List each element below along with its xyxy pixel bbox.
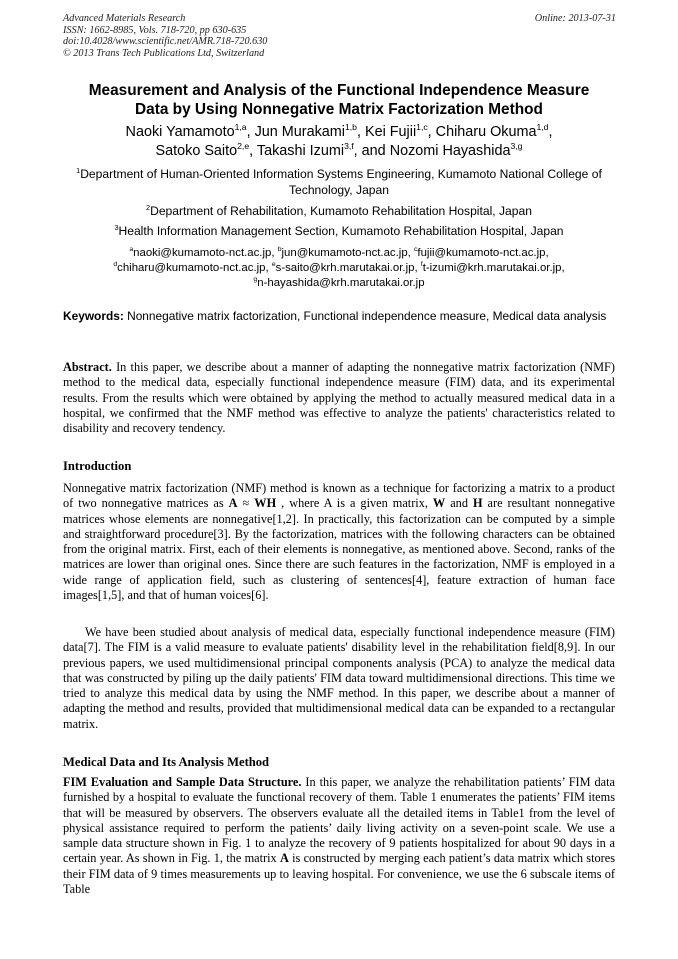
author-list [63, 123, 615, 160]
issn-line: ISSN: 1662-8985, Vols. 718-720, pp 630-635 [63, 24, 247, 36]
title-line-1: Measurement and Analysis of the Functional Independence Measure [88, 82, 590, 99]
email-sup: c [414, 246, 418, 254]
keywords-label: Keywords: [63, 309, 124, 323]
author-name: Jun Murakami [254, 124, 345, 140]
abstract [63, 360, 615, 436]
run-in-heading: FIM Evaluation and Sample Data Structure. [63, 775, 302, 789]
author-name: Satoko Saito [155, 142, 238, 159]
email-address[interactable]: n-hayashida@krh.marutakai.or.jp [257, 276, 425, 289]
text-run: In this paper, we analyze the rehabilitation patients’ FIM data furnished by a hospital to evaluate the functional recovery of them. Table 1 enumerates the patients’ FIM items that will be measured by observers. The observers evaluate all the detailed items in Table1 from the level of physical assistance required to perform the patients’ daily living activity on a seven-point scale. We use a sample data structure shown in Fig. 1 to analyze the recovery of 9 patients hospitalized for about 90 days in a certain year. As shown in Fig. 1, the matrix [63, 775, 616, 866]
author-name: Kei Fujii [364, 124, 417, 140]
author-name: Chiharu Okuma [435, 124, 537, 140]
email-list [63, 246, 615, 290]
matrix-symbol: A [279, 851, 289, 866]
author-sep: , [427, 124, 436, 140]
email-sep: , [265, 261, 272, 274]
author-sup: 1,d [536, 122, 549, 133]
matrix-symbol: W [432, 496, 446, 511]
approx-symbol: ≈ [237, 496, 255, 511]
affiliation-text: Department of Human-Oriented Information Systems Engineering, Kumamoto National College of Technology, Japan [80, 167, 602, 197]
email-sep: , [561, 261, 565, 274]
intro-paragraph-1 [63, 481, 615, 603]
text-run: and [445, 496, 473, 511]
journal-name: Advanced Materials Research [63, 13, 186, 24]
author-sup: 1,a [234, 122, 247, 133]
email-sup: b [277, 246, 282, 254]
text-run: are resultant nonnegative matrices whose elements are nonnegative[1,2]. In practically, this factorization can be computed by a simple and straightforward procedure[3]. By the factorization, matrices with the following characters can be obtained from the original matrix. First, each of their elements is nonnegative, as mentioned above. Second, ranks of the matrices are lower than original ones. Since there are such features in the factorization, NMF is employed in a wide range of application field, such as clustering of sentences[4], feature extraction of human face images[1,5], and that of human voices[6]. [63, 496, 615, 602]
email-sup: f [420, 261, 423, 268]
title-line-2: Data by Using Nonnegative Matrix Factorization Method [135, 100, 543, 118]
medical-paragraph-1 [63, 775, 615, 897]
author-sep: , [246, 124, 255, 140]
matrix-symbol: H [472, 496, 483, 511]
author-sup: 2,e [237, 140, 250, 151]
email-sep: , [271, 247, 278, 259]
author-and: , and [353, 142, 390, 159]
author-name: Naoki Yamamoto [125, 124, 235, 140]
keywords-text: Nonnegative matrix factorization, Functional independence measure, Medical data analysis [123, 309, 607, 323]
abstract-text: In this paper, we describe about a manner of adapting the nonnegative matrix factorization (NMF) method to the medical data, especially functional independence measure (FIM) data, and its experimental results. From the results which were obtained by applying the method to actually measured medical data in a hospital, we confirmed that the NMF method was effective to analyze the patients' characteristics related to disability and recovery tendency. [63, 360, 615, 435]
author-sup: 1,c [416, 122, 428, 133]
email-sup: d [113, 261, 118, 268]
affiliation-text: Health Information Management Section, Kumamoto Rehabilitation Hospital, Japan [118, 224, 564, 238]
affiliation-sup: 2 [146, 202, 151, 212]
author-name: Takashi Izumi [256, 142, 345, 159]
email-sep: , [545, 247, 549, 259]
email-address[interactable]: t-izumi@krh.marutakai.or.jp [422, 261, 562, 274]
doi-line: doi:10.4028/www.scientific.net/AMR.718-720.630 [63, 36, 268, 48]
author-sep: , [356, 124, 365, 140]
email-sep: , [407, 247, 414, 259]
email-address[interactable]: fujii@kumamoto-nct.ac.jp [417, 247, 546, 259]
text-run: Nonnegative matrix factorization (NMF) method is known as a technique for factorizing a matrix to a product of two nonnegative matrices as [63, 481, 615, 511]
intro-paragraph-2: We have been studied about analysis of medical data, especially functional independence measure (FIM) data[7]. The FIM is a valid measure to evaluate patients' disability level in the rehabilitation field[8,9]. In our previous papers, we used multidimensional principal components analysis (PCA) to analyze the medical data that was constructed by piling up the daily patients' FIM data toward multidimensional directions. This time we tried to analyze this medical data by using the NMF method. In this paper, we describe about a manner of adapting the method and results, provided that multidimensional medical data can be expanded to a rectangular matrix. [63, 625, 615, 731]
online-date: Online: 2013-07-31 [534, 13, 616, 24]
affiliation-1 [63, 166, 615, 198]
affiliation-3 [63, 223, 615, 239]
section-heading-medical-data: Medical Data and Its Analysis Method [63, 755, 270, 769]
text-run: , where A is a given matrix, [276, 496, 433, 511]
email-sup: e [271, 261, 276, 268]
email-address[interactable]: chiharu@kumamoto-nct.ac.jp [117, 261, 266, 274]
paper-title [63, 82, 615, 119]
abstract-label: Abstract. [63, 360, 112, 374]
affiliation-sup: 1 [76, 165, 81, 175]
email-sup: a [129, 246, 134, 254]
email-sup: g [253, 275, 258, 283]
author-sep: , [249, 142, 257, 159]
matrix-symbol: WH [254, 496, 277, 511]
matrix-symbol: A [228, 496, 238, 511]
author-sup: 3,f [344, 140, 354, 151]
affiliation-2 [63, 203, 615, 219]
email-sep: , [414, 261, 421, 274]
author-sup: 3,g [510, 140, 523, 151]
section-heading-introduction: Introduction [63, 459, 132, 473]
affiliation-text: Department of Rehabilitation, Kumamoto Rehabilitation Hospital, Japan [150, 204, 532, 218]
email-address[interactable]: naoki@kumamoto-nct.ac.jp [133, 247, 272, 259]
email-address[interactable]: s-saito@krh.marutakai.or.jp [275, 261, 415, 274]
copyright-line: © 2013 Trans Tech Publications Ltd, Switzerland [63, 47, 265, 59]
text-run: is constructed by merging each patient’s data matrix which stores their FIM data of 9 times measurements up to leaving hospital. For convenience, we use the 6 subscale items of Table [63, 851, 615, 896]
author-sep: , [548, 124, 553, 140]
keywords [63, 309, 615, 325]
author-name: Nozomi Hayashida [389, 142, 511, 159]
email-address[interactable]: jun@kumamoto-nct.ac.jp [281, 247, 408, 259]
author-sup: 1,b [344, 122, 357, 133]
running-header [63, 13, 616, 59]
affiliation-sup: 3 [114, 222, 119, 232]
